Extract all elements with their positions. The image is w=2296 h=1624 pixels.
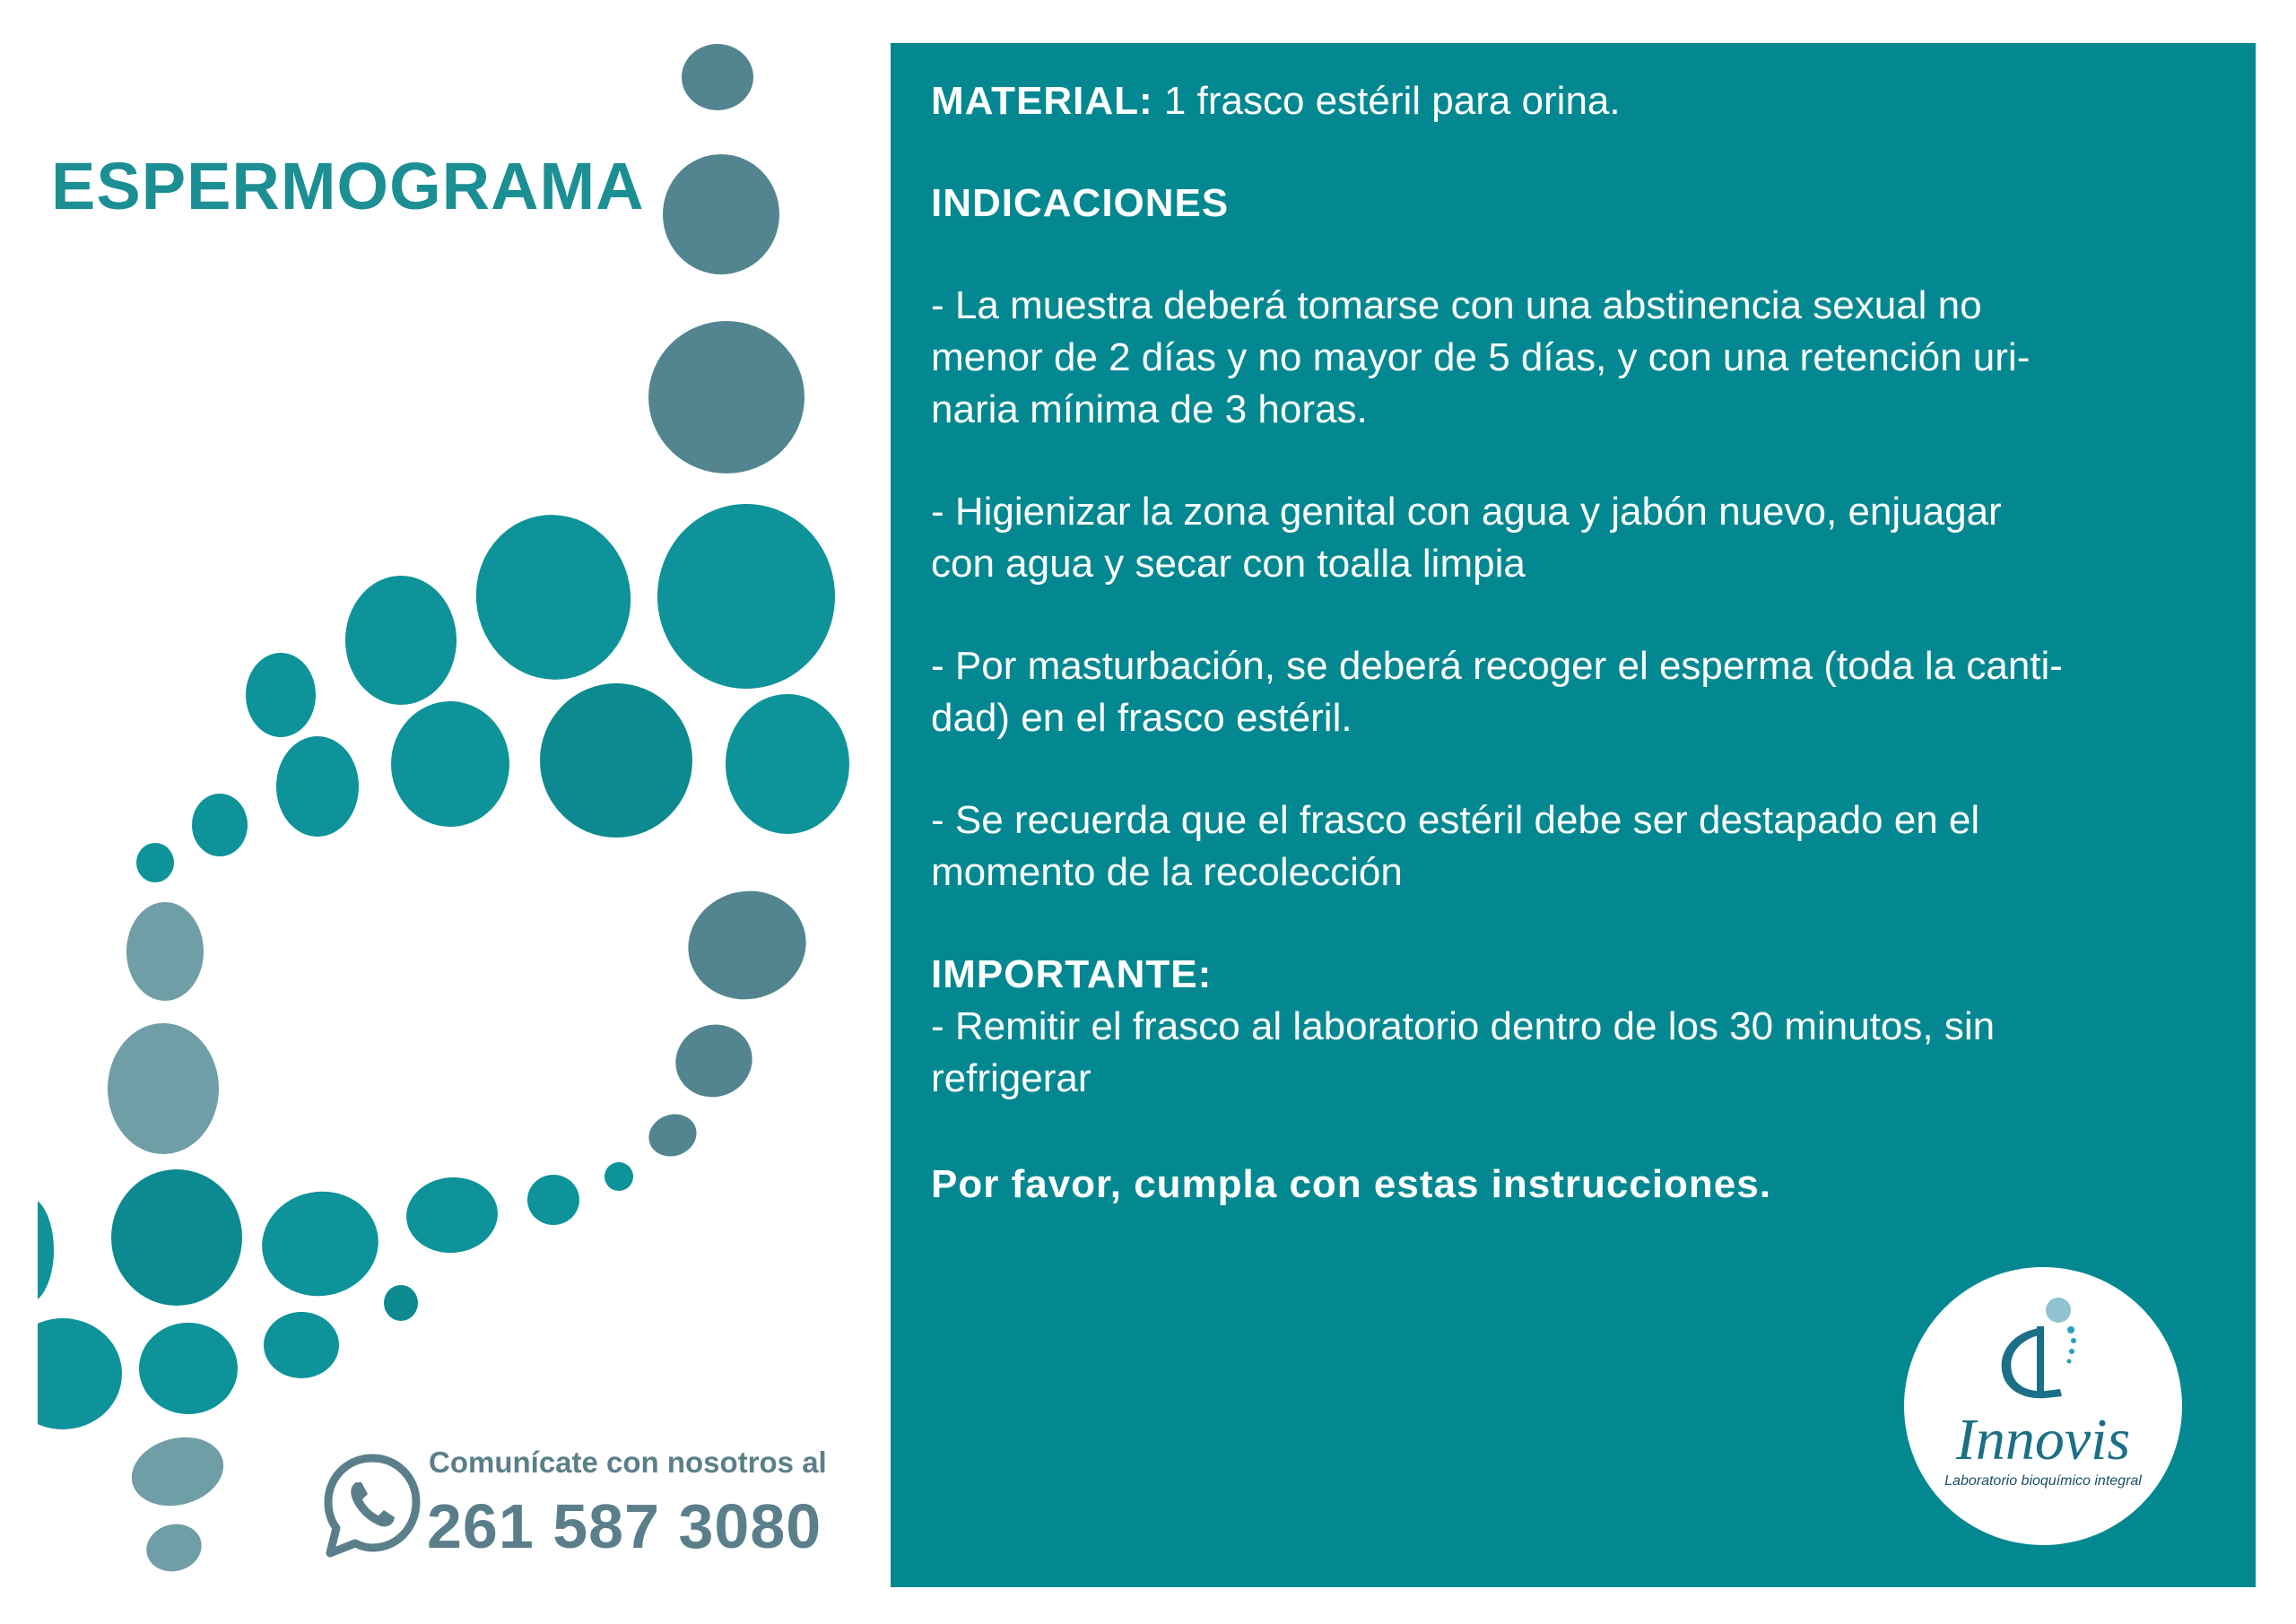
- material-label: MATERIAL:: [931, 79, 1153, 123]
- material-line: [931, 75, 2205, 127]
- dna-dots-decoration: [0, 0, 897, 1624]
- decorative-dot: [192, 794, 248, 856]
- instructions-content: [931, 75, 2205, 1211]
- logo-name: Innovis: [1955, 1407, 2131, 1472]
- contact-block: [323, 1446, 861, 1571]
- indication-line: - La muestra deberá tomarse con una abstinencia sexual no: [931, 283, 1982, 327]
- decorative-dot: [384, 1285, 418, 1321]
- decorative-dot: [726, 694, 849, 834]
- indicaciones-heading: INDICACIONES: [931, 181, 1230, 225]
- contact-label: Comunícate con nosotros al: [429, 1446, 827, 1479]
- decorative-dot: [254, 1183, 387, 1306]
- decorative-dot: [648, 321, 804, 473]
- decorative-dot: [391, 701, 509, 827]
- decorative-dot: [604, 1162, 633, 1191]
- indication-item: [931, 280, 2205, 436]
- indication-item: [931, 795, 2205, 899]
- decorative-dot: [276, 736, 359, 837]
- decorative-dot: [136, 843, 174, 882]
- indication-line: menor de 2 días y no mayor de 5 días, y con una retención uri-: [931, 335, 2031, 379]
- decorative-dot: [463, 502, 643, 691]
- decorative-dot: [108, 1023, 219, 1154]
- indication-line: - Higienizar la zona genital con agua y jabón nuevo, enjuagar: [931, 490, 2002, 534]
- decorative-dot: [527, 1175, 579, 1225]
- importante-line: - Remitir el frasco al laboratorio dentro de los 30 minutos, sin: [931, 1004, 1996, 1048]
- decorative-dot: [111, 1169, 242, 1306]
- decorative-dot: [126, 902, 204, 1001]
- instructions-panel: [891, 43, 2256, 1587]
- indication-item: [931, 486, 2205, 590]
- decorative-dot: [540, 683, 692, 838]
- importante-line: refrigerar: [931, 1056, 1091, 1100]
- indication-line: con agua y secar con toalla limpia: [931, 542, 1526, 586]
- decorative-dot: [264, 1312, 339, 1378]
- closing-note: Por favor, cumpla con estas instrucciones.: [931, 1162, 1771, 1206]
- page-title: ESPERMOGRAMA: [51, 149, 645, 223]
- decorative-dot: [124, 1428, 231, 1515]
- decorative-dot: [404, 1174, 501, 1257]
- decorative-dot: [682, 44, 753, 110]
- whatsapp-icon[interactable]: [323, 1453, 422, 1559]
- importante-heading: IMPORTANTE:: [931, 952, 1213, 996]
- indication-line: momento de la recolección: [931, 850, 1403, 894]
- decorative-dot: [139, 1323, 238, 1414]
- indication-line: dad) en el frasco estéril.: [931, 696, 1352, 740]
- decorative-dot: [141, 1518, 206, 1577]
- decorative-dot: [665, 1014, 762, 1108]
- decorative-dot: [246, 653, 316, 737]
- decorative-dot: [643, 1107, 702, 1163]
- indication-item: [931, 640, 2205, 744]
- indication-line: naria mínima de 3 horas.: [931, 387, 1368, 431]
- material-value: 1 frasco estéril para orina.: [1152, 79, 1621, 123]
- indication-line: - Se recuerda que el frasco estéril debe ser destapado en el: [931, 798, 1980, 842]
- decorative-dot: [657, 504, 835, 689]
- logo-subtitle: Laboratorio bioquímico integral: [1944, 1473, 2142, 1489]
- decorative-dot: [663, 154, 779, 274]
- innovis-logo: [1904, 1267, 2182, 1545]
- decorative-dot: [676, 878, 819, 1012]
- phone-number[interactable]: 261 587 3080: [427, 1491, 822, 1561]
- indication-line: - Por masturbación, se deberá recoger el esperma (toda la canti-: [931, 644, 2063, 688]
- decorative-dot: [345, 576, 457, 705]
